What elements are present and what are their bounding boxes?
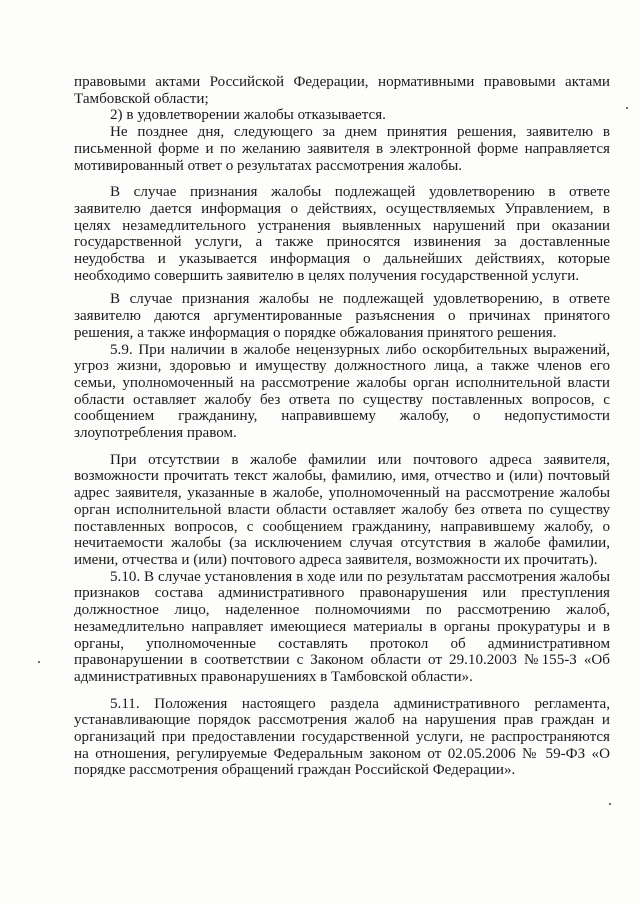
paragraph-continuation: правовыми актами Российской Федерации, нормативными правовыми актами Тамбовской области; <box>74 74 610 107</box>
paragraph-complaint-rejected: В случае признания жалобы не подлежащей удовлетворению, в ответе заявителю даются аргументированные разъяснения о причинах принятого решения, а также информация о порядке обжалования принятого решения. <box>74 291 610 341</box>
scan-speck <box>626 107 628 109</box>
paragraph-response-deadline: Не позднее дня, следующего за днем принятия решения, заявителю в письменной форме и по желанию заявителя в электронной форме направляется мотивированный ответ о результатах рассмотрения жалобы. <box>74 124 610 174</box>
paragraph-section-5-10: 5.10. В случае установления в ходе или по результатам рассмотрения жалобы признаков состава административного правонарушения или преступления должностное лицо, наделенное полномочиями по рассмотрению жалоб, незамедлительно направляет имеющиеся материалы в органы прокуратуры и в органы, уполномоченные составлять протокол об административном правонарушении в соответствии с Законом области от 29.10.2003 №155-З «Об административных правонарушениях в Тамбовской области». <box>74 568 610 685</box>
paragraph-section-5-11: 5.11. Положения настоящего раздела административного регламента, устанавливающие порядок рассмотрения жалоб на нарушения прав граждан и организаций при предоставлении государственной услуги, не распространяются на отношения, регулируемые Федеральным законом от 02.05.2006 № 59-ФЗ «О порядке рассмотрения обращений граждан Российской Федерации». <box>74 695 610 779</box>
paragraph-section-5-9: 5.9. При наличии в жалобе нецензурных либо оскорбительных выражений, угроз жизни, здоровью и имуществу должностного лица, а также членов его семьи, уполномоченный на рассмотрение жалобы орган исполнительной власти области оставляет жалобу без ответа по существу поставленных вопросов, с сообщением гражданину, направившему жалобу, о недопустимости злоупотребления правом. <box>74 341 610 442</box>
paragraph-refusal-item: 2) в удовлетворении жалобы отказывается. <box>110 107 386 124</box>
scan-speck <box>38 661 40 663</box>
paragraph-complaint-satisfied: В случае признания жалобы подлежащей удовлетворению в ответе заявителю дается информация о действиях, осуществляемых Управлением, в целях незамедлительного устранения выявленных нарушений при оказании государственной услуги, а также приносятся извинения за доставленные неудобства и указывается информация о дальнейших действиях, которые необходимо совершить заявителю в целях получения государственной услуги. <box>74 184 610 284</box>
scan-speck <box>609 803 611 805</box>
paragraph-missing-details: При отсутствии в жалобе фамилии или почтового адреса заявителя, возможности прочитать текст жалобы, фамилию, имя, отчество и (или) почтовый адрес заявителя, указанные в жалобе, уполномоченный на рассмотрение жалобы орган исполнительной власти области оставляет жалобу без ответа по существу поставленных вопросов, с сообщением гражданину, направившему жалобу, о нечитаемости жалобы (за исключением случая отсутствия в жалобе фамилии, имени, отчества и (или) почтового адреса заявителя, возможности их прочитать). <box>74 451 610 568</box>
document-body <box>74 74 610 779</box>
